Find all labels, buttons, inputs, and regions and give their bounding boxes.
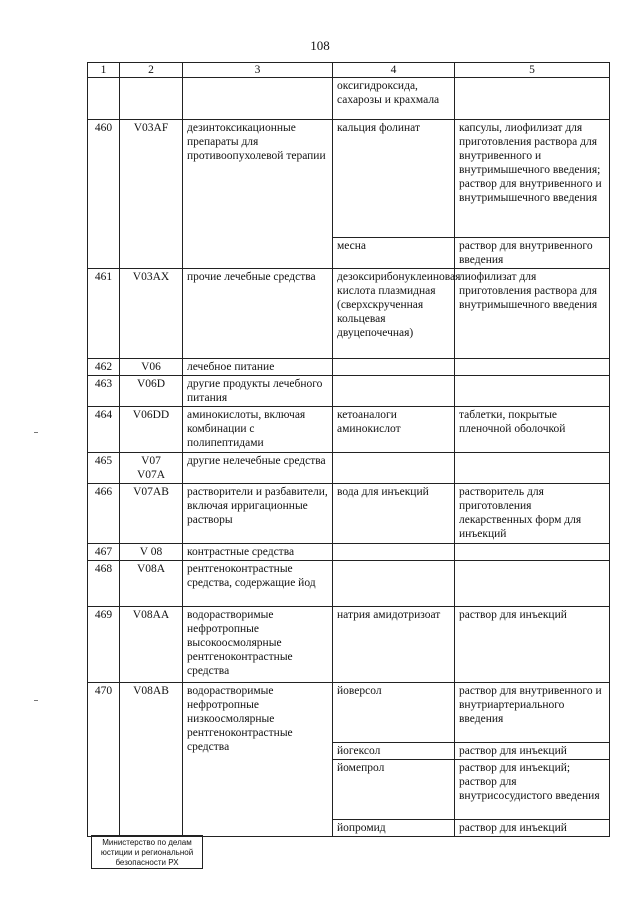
stamp-line: Министерство по делам bbox=[102, 838, 192, 847]
header-cell: 1 bbox=[88, 63, 120, 78]
group-name: растворители и разбавители, включая ирригационные растворы bbox=[183, 484, 333, 544]
group-name: другие продукты лечебного питания bbox=[183, 376, 333, 407]
substance-cell: йомепрол bbox=[333, 760, 455, 820]
group-name: рентгеноконтрастные средства, содержащие йод bbox=[183, 561, 333, 607]
table-row bbox=[88, 78, 610, 120]
substance-cell: йопромид bbox=[333, 820, 455, 837]
row-number: 465 bbox=[88, 453, 120, 484]
atc-code: V08AB bbox=[120, 683, 183, 837]
group-name: другие нелечебные средства bbox=[183, 453, 333, 484]
dosage-form-cell: раствор для инъекций bbox=[455, 743, 610, 760]
atc-code: V03AF bbox=[120, 120, 183, 269]
dosage-form-cell: раствор для инъекций bbox=[455, 820, 610, 837]
table-row bbox=[88, 484, 610, 544]
atc-code: V 08 bbox=[120, 544, 183, 561]
row-number: 466 bbox=[88, 484, 120, 544]
row-number: 460 bbox=[88, 120, 120, 269]
substance-cell: йогексол bbox=[333, 743, 455, 760]
table-row bbox=[88, 407, 610, 453]
substance-cell: оксигидроксида, сахарозы и крахмала bbox=[333, 78, 455, 120]
margin-mark bbox=[34, 700, 38, 701]
dosage-form-cell: капсулы, лиофилизат для приготовления раствора для внутривенного и внутримышечного введения; раствор для внутривенного и внутримышечного введения bbox=[455, 120, 610, 238]
table-row bbox=[88, 120, 610, 238]
substance-cell: кетоаналоги аминокислот bbox=[333, 407, 455, 453]
table-row bbox=[88, 453, 610, 484]
substance-cell: йоверсол bbox=[333, 683, 455, 743]
dosage-form-cell: раствор для инъекций bbox=[455, 607, 610, 683]
group-name: прочие лечебные средства bbox=[183, 269, 333, 359]
table-row bbox=[88, 561, 610, 607]
substance-cell: натрия амидотризоат bbox=[333, 607, 455, 683]
medicines-table bbox=[87, 62, 610, 837]
dosage-form-cell: раствор для внутривенного введения bbox=[455, 238, 610, 269]
row-number: 463 bbox=[88, 376, 120, 407]
atc-code: V03AX bbox=[120, 269, 183, 359]
substance-cell: дезоксирибонуклеиновая кислота плазмидная (сверхскрученная кольцевая двуцепочечная) bbox=[333, 269, 455, 359]
row-number: 468 bbox=[88, 561, 120, 607]
group-name: контрастные средства bbox=[183, 544, 333, 561]
atc-code: V06 bbox=[120, 359, 183, 376]
atc-code-line: V07A bbox=[136, 469, 166, 481]
header-cell: 4 bbox=[333, 63, 455, 78]
table-row bbox=[88, 359, 610, 376]
atc-code: V06D bbox=[120, 376, 183, 407]
row-number: 469 bbox=[88, 607, 120, 683]
atc-code: V07AB bbox=[120, 484, 183, 544]
atc-code-line: V07 bbox=[141, 455, 161, 467]
substance-cell: вода для инъекций bbox=[333, 484, 455, 544]
stamp-line: юстиции и региональной bbox=[100, 848, 194, 857]
atc-code: V08AA bbox=[120, 607, 183, 683]
margin-mark bbox=[34, 432, 38, 433]
row-number: 470 bbox=[88, 683, 120, 837]
group-name: аминокислоты, включая комбинации с полипептидами bbox=[183, 407, 333, 453]
dosage-form-cell: раствор для внутривенного и внутриартериального введения bbox=[455, 683, 610, 743]
atc-code: V08A bbox=[120, 561, 183, 607]
row-number: 461 bbox=[88, 269, 120, 359]
dosage-form-cell: раствор для инъекций; раствор для внутрисосудистого введения bbox=[455, 760, 610, 820]
table-row bbox=[88, 544, 610, 561]
registration-stamp bbox=[91, 835, 203, 869]
table-header-row bbox=[88, 63, 610, 78]
table-row bbox=[88, 376, 610, 407]
header-cell: 2 bbox=[120, 63, 183, 78]
group-name: лечебное питание bbox=[183, 359, 333, 376]
substance-cell: кальция фолинат bbox=[333, 120, 455, 238]
group-name: водорастворимые нефротропные высокоосмолярные рентгеноконтрастные средства bbox=[183, 607, 333, 683]
group-name: дезинтоксикационные препараты для противоопухолевой терапии bbox=[183, 120, 333, 269]
group-name: водорастворимые нефротропные низкоосмолярные рентгеноконтрастные средства bbox=[183, 683, 333, 837]
dosage-form-cell: растворитель для приготовления лекарственных форм для инъекций bbox=[455, 484, 610, 544]
table-row bbox=[88, 607, 610, 683]
stamp-line: безопасности РХ bbox=[115, 858, 179, 867]
header-cell: 5 bbox=[455, 63, 610, 78]
dosage-form-cell: лиофилизат для приготовления раствора для внутримышечного введения bbox=[455, 269, 610, 359]
page-number: 108 bbox=[310, 38, 330, 53]
row-number: 462 bbox=[88, 359, 120, 376]
row-number: 464 bbox=[88, 407, 120, 453]
table-row bbox=[88, 683, 610, 743]
substance-cell: месна bbox=[333, 238, 455, 269]
atc-code bbox=[120, 453, 183, 484]
atc-code: V06DD bbox=[120, 407, 183, 453]
header-cell: 3 bbox=[183, 63, 333, 78]
row-number: 467 bbox=[88, 544, 120, 561]
table-row bbox=[88, 269, 610, 359]
dosage-form-cell: таблетки, покрытые пленочной оболочкой bbox=[455, 407, 610, 453]
